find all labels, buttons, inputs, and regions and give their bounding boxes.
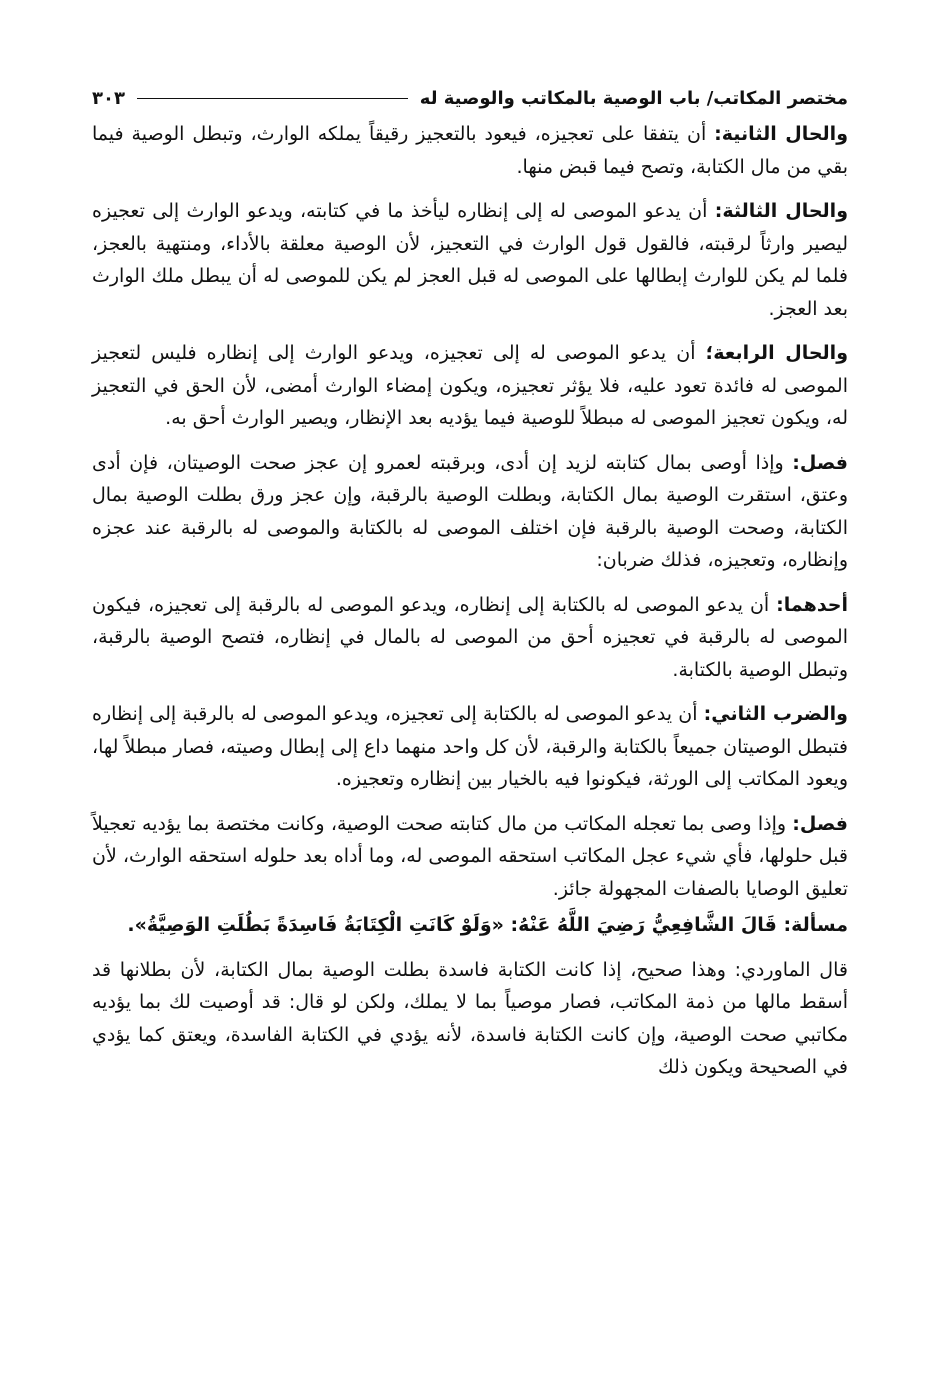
paragraph-text: وإذا وصى بما تعجله المكاتب من مال كتابته صحت الوصية، وكانت مختصة بما يؤديه تعجيلاً قبل حلولها، فأي شيء عجل المكاتب استحقه الموصى له، وما أداه بعد حلوله استحقه الوارث، لأن تعليق الوصايا بالصفات المجهولة جائز. <box>92 812 848 900</box>
paragraph-lead: والحال الرابعة؛ <box>705 342 849 364</box>
paragraph-lead: أحدهما: <box>776 593 848 616</box>
paragraph-hal-4 <box>92 337 848 435</box>
paragraph-text: أن يدعو الموصى له إلى تعجيزه، ويدعو الوارث إلى إنظاره فليس لتعجيز الموصى له فائدة تعود عليه، فلا يؤثر تعجيزه، ويكون إمضاء الوارث أمضى، لأن الحق في التعجيز له، ويكون تعجيز الموصى له مبطلاً للوصية فيما يؤديه بعد الإنظار، ويصير الوارث أحق به. <box>92 342 848 429</box>
paragraph-ahaduhuma <box>92 589 848 687</box>
paragraph-fasl-2 <box>92 808 848 906</box>
masala-intro: قَالَ الشَّافِعِيُّ رَضِيَ اللَّهُ عَنْهُ: <box>503 914 784 936</box>
paragraph-lead: والضرب الثاني: <box>703 703 848 725</box>
masala-quote: «وَلَوْ كَانَتِ الْكِتَابَةُ فَاسِدَةً بَطُلَتِ الوَصِيَّةُ». <box>127 914 504 936</box>
body-text <box>92 118 848 1084</box>
paragraph-hal-2 <box>92 118 848 183</box>
paragraph-mawardi <box>92 954 848 1084</box>
header-title: مختصر المكاتب/ باب الوصية بالمكاتب والوصية له <box>419 87 848 109</box>
paragraph-fasl-1 <box>92 447 848 577</box>
paragraph-lead: والحال الثالثة: <box>714 200 849 222</box>
paragraph-text: أن يدعو الموصى له إلى إنظاره ليأخذ ما في كتابته، ويدعو الوارث إلى تعجيزه ليصير وارثاً لرقبته، فالقول قول الوارث في التعجيز، لأن الوصية معلقة بالأداء، ومنتهية بالعجز، فلما لم يكن للوارث إبطالها على الموصى له قبل العجز لم يكن للموصى له أن يبطل ملك الوارث بعد العجز. <box>92 200 848 320</box>
paragraph-lead: فصل: <box>792 451 848 474</box>
paragraph-hal-3 <box>92 195 848 325</box>
paragraph-text: أن يدعو الموصى له بالكتابة إلى إنظاره، ويدعو الموصى له بالرقبة إلى تعجيزه، فيكون الموصى له بالرقبة في تعجيزه أحق من الموصى له بالمال في إنظاره، فتصح الوصية بالرقبة، وتبطل الوصية بالكتابة. <box>92 593 848 681</box>
paragraph-text: أن يتفقا على تعجيزه، فيعود بالتعجيز رقيقاً يملكه الوارث، وتبطل الوصية فيما بقي من مال الكتابة، وتصح فيما قبض منها. <box>92 123 848 178</box>
page <box>92 78 848 1096</box>
masala-label: مسألة: <box>783 914 848 936</box>
running-header <box>92 78 848 118</box>
paragraph-lead: والحال الثانية: <box>714 123 849 145</box>
paragraph-darb-2 <box>92 698 848 796</box>
paragraph-text: أن يدعو الموصى له بالكتابة إلى تعجيزه، ويدعو الموصى له بالرقبة إلى إنظاره فتبطل الوصيتان جميعاً بالكتابة والرقبة، لأن كل واحد منهما داع إلى إبطال وصيته، فصار مبطلاً لها، ويعود المكاتب إلى الورثة، فيكونوا فيه بالخيار بين إنظاره وتعجيزه. <box>92 703 848 790</box>
paragraph-text: وإذا أوصى بمال كتابته لزيد إن أدى، وبرقبته لعمرو إن عجز صحت الوصيتان، فإن أدى وعتق، استقرت الوصية بمال الكتابة، وبطلت الوصية بالرقبة، وإن عجز ورق بطلت الوصية بمال الكتابة، وصحت الوصية بالرقبة فإن اختلف الموصى له بالكتابة والموصى له بالرقبة عند عجزه وإنظاره، وتعجيزه، فذلك ضربان: <box>92 451 848 571</box>
masala-heading <box>92 909 848 942</box>
paragraph-text: قال الماوردي: وهذا صحيح، إذا كانت الكتابة فاسدة بطلت الوصية بمال الكتابة، لأن بطلانها قد أسقط مالها من ذمة المكاتب، فصار موصياً بما لا يملك، ولكن لو قال: قد أوصيت لك بما يؤديه مكاتبي صحت الوصية، وإن كانت الكتابة فاسدة، لأنه يؤدي في الكتابة الفاسدة، ويعتق كما يؤدي في الصحيحة ويكون ذلك <box>92 958 848 1078</box>
paragraph-lead: فصل: <box>792 812 848 835</box>
header-rule <box>137 98 408 99</box>
page-number: ٣٠٣ <box>92 87 125 109</box>
